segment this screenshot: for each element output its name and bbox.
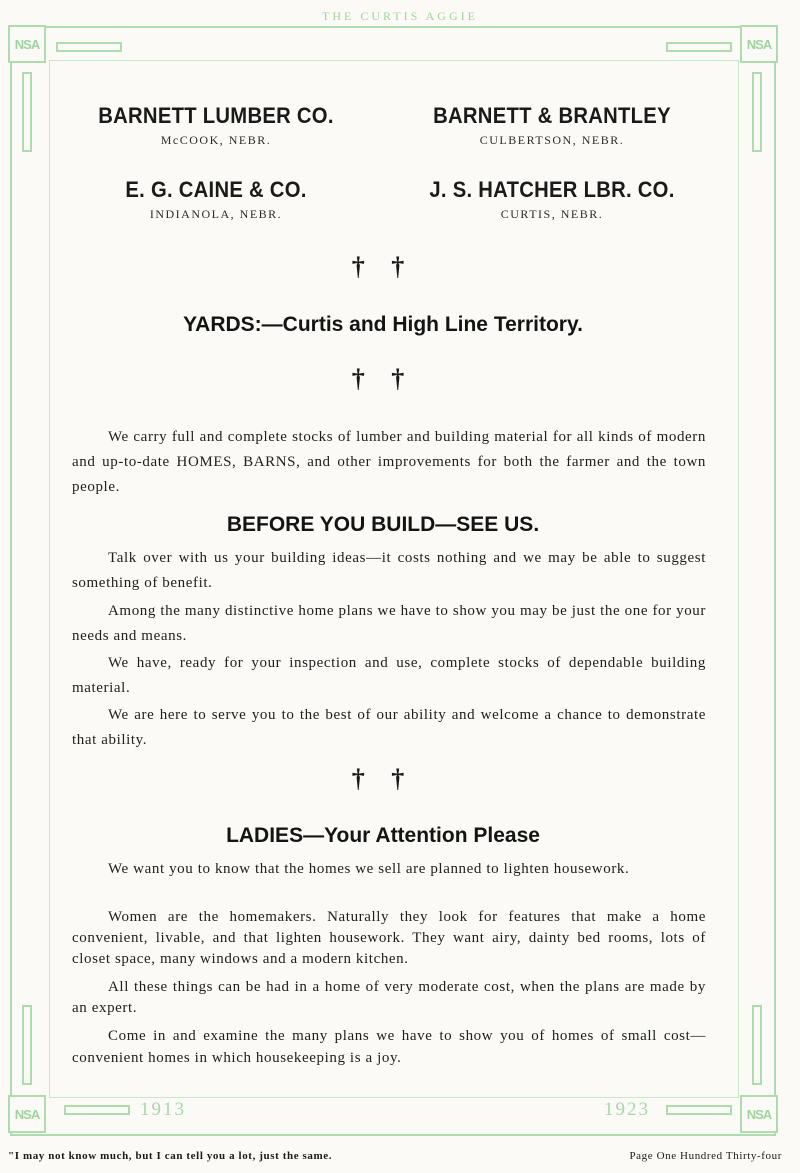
company-city: CURTIS, NEBR.	[500, 207, 604, 221]
footer-quote: "I may not know much, but I can tell you a lot, just the same.	[8, 1150, 333, 1162]
company-barnett-lumber	[66, 103, 366, 148]
running-header	[0, 9, 800, 24]
year-left: 1913	[140, 1099, 186, 1120]
company-caine	[66, 177, 366, 222]
build-paragraph: Talk over with us your building ideas—it costs nothing and we may be able to suggest something of benefit.	[72, 550, 706, 591]
company-city: McCOOK, NEBR.	[160, 133, 272, 147]
monogram-top-right: NSA	[740, 25, 778, 63]
border-bar-bottom-left	[64, 1105, 130, 1115]
build-paragraph: Among the many distinctive home plans we have to show you may be just the one for your needs and means.	[72, 603, 706, 644]
company-name: J. S. HATCHER LBR. CO.	[429, 177, 675, 202]
company-name: E. G. CAINE & CO.	[125, 177, 307, 202]
build-paragraph: We are here to serve you to the best of our ability and welcome a chance to demonstrate that ability.	[72, 707, 706, 748]
build-heading: BEFORE YOU BUILD—SEE US.	[226, 513, 540, 536]
border-bar-top-left	[56, 42, 122, 52]
dagger-ornament: † †	[351, 364, 415, 393]
border-vbar-right-top	[752, 72, 762, 152]
year-right: 1923	[604, 1099, 650, 1120]
page-number: Page One Hundred Thirty-four	[629, 1150, 782, 1162]
company-hatcher	[402, 177, 702, 222]
company-city: INDIANOLA, NEBR.	[149, 207, 283, 221]
ladies-paragraph: Come in and examine the many plans we have to show you of homes of small cost—convenient homes in which housekeeping is a joy.	[72, 1028, 706, 1066]
monogram-bottom-right: NSA	[740, 1095, 778, 1133]
intro-paragraph: We carry full and complete stocks of lumber and building material for all kinds of modern and up-to-date HOMES, BARNS, and other improvements for both the farmer and the town people.	[72, 429, 706, 495]
border-bar-bottom-right	[666, 1105, 732, 1115]
monogram-bottom-left: NSA	[8, 1095, 46, 1133]
border-bar-top-right	[666, 42, 732, 52]
border-vbar-left-top	[22, 72, 32, 152]
company-name: BARNETT LUMBER CO.	[98, 103, 334, 128]
company-barnett-brantley	[402, 103, 702, 148]
monogram-top-left: NSA	[8, 25, 46, 63]
ladies-paragraph: All these things can be had in a home of very moderate cost, when the plans are made by an expert.	[72, 979, 706, 1016]
company-name: BARNETT & BRANTLEY	[433, 103, 671, 128]
header-title: THE CURTIS AGGIE	[322, 9, 478, 23]
border-vbar-right-bottom	[752, 1005, 762, 1085]
ladies-paragraph: We want you to know that the homes we sell are planned to lighten housework.	[108, 861, 630, 877]
yards-heading: YARDS:—Curtis and High Line Territory.	[183, 313, 583, 336]
dagger-ornament: † †	[351, 252, 415, 281]
build-paragraph: We have, ready for your inspection and use, complete stocks of dependable building material.	[72, 655, 706, 696]
ladies-paragraph: Women are the homemakers. Naturally they look for features that make a home convenient, livable, and that lighten housework. They want airy, dainty bed rooms, lots of closet space, many windows and a modern kitchen.	[72, 909, 706, 967]
ladies-heading: LADIES—Your Attention Please	[226, 824, 540, 847]
company-city: CULBERTSON, NEBR.	[479, 133, 625, 147]
dagger-ornament: † †	[351, 764, 415, 793]
border-vbar-left-bottom	[22, 1005, 32, 1085]
